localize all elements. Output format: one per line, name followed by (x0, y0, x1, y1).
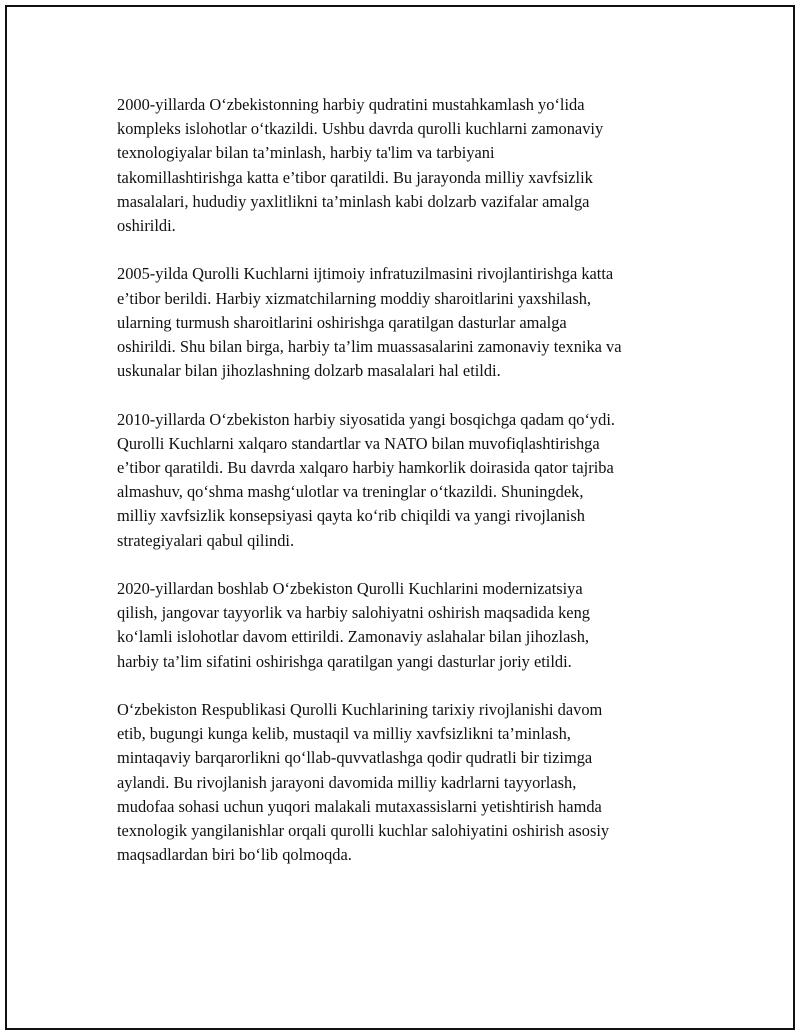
paragraph-line: milliy xavfsizlik konsepsiyasi qayta ko‘rib chiqildi va yangi rivojlanish (117, 506, 585, 526)
paragraph-line: e’tibor berildi. Harbiy xizmatchilarning moddiy sharoitlarini yaxshilash, (117, 288, 592, 308)
paragraph-line: e’tibor qaratildi. Bu davrda xalqaro harbiy hamkorlik doirasida qator tajriba (117, 458, 614, 478)
paragraph-line: oshirildi. (117, 216, 176, 236)
paragraph-line: strategiyalari qabul qilindi. (117, 530, 295, 550)
paragraph-line: mudofaa sohasi uchun yuqori malakali mutaxassislarni yetishtirish hamda (117, 796, 602, 816)
paragraph-line: aylandi. Bu rivojlanish jarayoni davomida milliy kadrlarni tayyorlash, (117, 772, 577, 792)
paragraph-2000s (117, 93, 707, 238)
paragraph-2020s (117, 577, 707, 674)
document-body (117, 93, 707, 892)
paragraph-2005 (117, 262, 707, 383)
paragraph-line: kompleks islohotlar o‘tkazildi. Ushbu davrda qurolli kuchlarni zamonaviy (117, 119, 604, 139)
paragraph-line: maqsadlardan biri bo‘lib qolmoqda. (117, 845, 352, 865)
paragraph-line: harbiy ta’lim sifatini oshirishga qaratilgan yangi dasturlar joriy etildi. (117, 651, 572, 671)
paragraph-line: uskunalar bilan jihozlashning dolzarb masalalari hal etildi. (117, 361, 501, 381)
paragraph-line: etib, bugungi kunga kelib, mustaqil va milliy xavfsizlikni ta’minlash, (117, 724, 571, 744)
paragraph-line: O‘zbekiston Respublikasi Qurolli Kuchlarining tarixiy rivojlanishi davom (117, 700, 603, 720)
paragraph-line: 2005-yilda Qurolli Kuchlarni ijtimoiy infratuzilmasini rivojlantirishga katta (117, 264, 614, 284)
paragraph-line: texnologiyalar bilan ta’minlash, harbiy ta'lim va tarbiyani (117, 143, 495, 163)
paragraph-line: texnologik yangilanishlar orqali qurolli kuchlar salohiyatini oshirish asosiy (117, 821, 610, 841)
paragraph-line: Qurolli Kuchlarni xalqaro standartlar va NATO bilan muvofiqlashtirishga (117, 433, 600, 453)
paragraph-line: mintaqaviy barqarorlikni qo‘llab-quvvatlashga qodir qudratli bir tizimga (117, 748, 593, 768)
paragraph-line: 2000-yillarda O‘zbekistonning harbiy qudratini mustahkamlash yo‘lida (117, 95, 585, 114)
paragraph-line: ko‘lamli islohotlar davom ettirildi. Zamonaviy aslahalar bilan jihozlash, (117, 627, 590, 647)
paragraph-line: almashuv, qo‘shma mashg‘ulotlar va treninglar o‘tkazildi. Shuningdek, (117, 482, 584, 502)
paragraph-conclusion (117, 698, 707, 867)
paragraph-line: 2010-yillarda O‘zbekiston harbiy siyosatida yangi bosqichga qadam qo‘ydi. (117, 409, 615, 429)
paragraph-line: ularning turmush sharoitlarini oshirishga qaratilgan dasturlar amalga (117, 312, 567, 332)
paragraph-2010s (117, 408, 707, 553)
paragraph-line: qilish, jangovar tayyorlik va harbiy salohiyatni oshirish maqsadida keng (117, 603, 590, 623)
paragraph-line: oshirildi. Shu bilan birga, harbiy ta’lim muassasalarini zamonaviy texnika va (117, 337, 622, 357)
paragraph-line: takomillashtirishga katta e’tibor qaratildi. Bu jarayonda milliy xavfsizlik (117, 167, 593, 187)
paragraph-line: masalalari, hududiy yaxlitlikni ta’minlash kabi dolzarb vazifalar amalga (117, 191, 590, 211)
paragraph-line: 2020-yillardan boshlab O‘zbekiston Qurolli Kuchlarini modernizatsiya (117, 579, 583, 599)
